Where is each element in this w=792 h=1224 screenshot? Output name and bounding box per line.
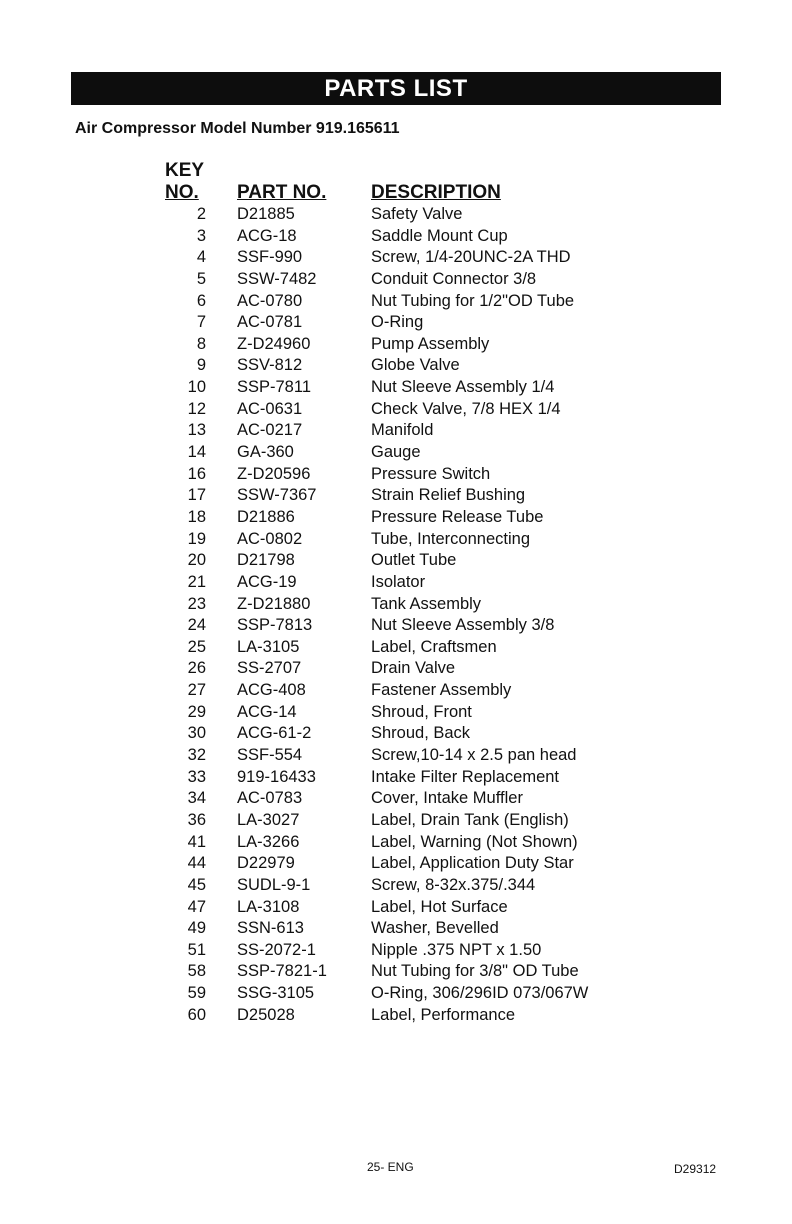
key-no-cell: 25 — [187, 637, 206, 656]
column-header-key-no: NO. — [165, 182, 199, 203]
key-no-cell: 21 — [187, 572, 206, 591]
key-no-cell: 6 — [196, 291, 206, 310]
table-row — [0, 810, 792, 832]
description-cell: Shroud, Back — [371, 724, 471, 743]
table-row — [0, 291, 792, 313]
description-cell: Label, Application Duty Star — [371, 854, 574, 873]
key-no-cell: 26 — [187, 659, 206, 678]
table-row — [0, 702, 792, 724]
table-row — [0, 680, 792, 702]
part-no-cell: LA-3266 — [237, 832, 300, 851]
key-no-cell: 24 — [187, 616, 206, 635]
part-no-cell: AC-0802 — [237, 529, 303, 548]
description-cell: Nut Tubing for 1/2"OD Tube — [371, 291, 575, 310]
part-no-cell: D21886 — [237, 507, 295, 526]
description-cell: Pressure Release Tube — [371, 507, 544, 526]
key-no-cell: 5 — [196, 269, 206, 288]
part-no-cell: ACG-19 — [237, 572, 297, 591]
key-no-cell: 23 — [187, 594, 206, 613]
key-no-cell: 4 — [196, 248, 206, 267]
key-no-cell: 12 — [187, 399, 206, 418]
key-no-cell: 41 — [187, 832, 206, 851]
description-cell: Label, Craftsmen — [371, 637, 497, 656]
key-no-cell: 29 — [187, 702, 206, 721]
key-no-cell: 33 — [187, 767, 206, 786]
table-row — [0, 226, 792, 248]
part-no-cell: SSV-812 — [237, 356, 303, 375]
part-no-cell: 919-16433 — [237, 767, 316, 786]
column-header-description: DESCRIPTION — [371, 182, 501, 203]
key-no-cell: 17 — [187, 486, 206, 505]
table-row — [0, 658, 792, 680]
table-row — [0, 269, 792, 291]
description-cell: O-Ring — [371, 313, 424, 332]
description-cell: Screw, 8-32x.375/.344 — [371, 875, 536, 894]
part-no-cell: ACG-408 — [237, 681, 306, 700]
table-row — [0, 637, 792, 659]
description-cell: Saddle Mount Cup — [371, 226, 508, 245]
part-no-cell: SSF-554 — [237, 746, 303, 765]
description-cell: Drain Valve — [371, 659, 456, 678]
page-number: 25- ENG — [367, 1160, 414, 1174]
table-row — [0, 594, 792, 616]
table-row — [0, 897, 792, 919]
description-cell: Label, Drain Tank (English) — [371, 810, 569, 829]
description-cell: Label, Warning (Not Shown) — [371, 832, 578, 851]
key-no-cell: 16 — [187, 464, 206, 483]
table-row — [0, 918, 792, 940]
key-no-cell: 14 — [187, 443, 206, 462]
table-row — [0, 312, 792, 334]
part-no-cell: D21885 — [237, 205, 295, 223]
table-row — [0, 464, 792, 486]
table-row — [0, 550, 792, 572]
part-no-cell: GA-360 — [237, 443, 294, 462]
table-row — [0, 875, 792, 897]
column-header-key: KEY — [165, 160, 205, 181]
key-no-cell: 58 — [187, 962, 206, 981]
part-no-cell: SUDL-9-1 — [237, 875, 311, 894]
description-cell: Washer, Bevelled — [371, 919, 499, 938]
table-row — [0, 572, 792, 594]
part-no-cell: AC-0217 — [237, 421, 303, 440]
key-no-cell: 34 — [187, 789, 206, 808]
part-no-cell: Z-D21880 — [237, 594, 311, 613]
parts-table — [0, 204, 792, 1026]
table-row — [0, 615, 792, 637]
key-no-cell: 2 — [196, 205, 206, 223]
key-no-cell: 59 — [187, 984, 206, 1003]
document-code: D29312 — [674, 1162, 717, 1176]
table-row — [0, 507, 792, 529]
description-cell: Outlet Tube — [371, 551, 457, 570]
part-no-cell: ACG-61-2 — [237, 724, 312, 743]
part-no-cell: AC-0783 — [237, 789, 303, 808]
key-no-cell: 30 — [187, 724, 206, 743]
key-no-cell: 18 — [187, 507, 206, 526]
part-no-cell: SSP-7811 — [237, 378, 311, 397]
part-no-cell: Z-D24960 — [237, 334, 311, 353]
part-no-cell: SS-2072-1 — [237, 940, 316, 959]
key-no-cell: 44 — [187, 854, 206, 873]
key-no-cell: 20 — [187, 551, 206, 570]
table-row — [0, 1005, 792, 1027]
table-row — [0, 334, 792, 356]
description-cell: Pressure Switch — [371, 464, 491, 483]
part-no-cell: Z-D20596 — [237, 464, 311, 483]
part-no-cell: AC-0631 — [237, 399, 303, 418]
key-no-cell: 49 — [187, 919, 206, 938]
description-cell: Fastener Assembly — [371, 681, 512, 700]
description-cell: Tank Assembly — [371, 594, 482, 613]
key-no-cell: 8 — [196, 334, 206, 353]
description-cell: Tube, Interconnecting — [371, 529, 530, 548]
column-header-part-no: PART NO. — [237, 182, 327, 203]
table-row — [0, 767, 792, 789]
part-no-cell: SSP-7821-1 — [237, 962, 327, 981]
table-row — [0, 442, 792, 464]
key-no-cell: 51 — [187, 940, 206, 959]
table-row — [0, 832, 792, 854]
key-no-cell: 32 — [187, 746, 206, 765]
table-row — [0, 723, 792, 745]
table-row — [0, 485, 792, 507]
part-no-cell: ACG-18 — [237, 226, 297, 245]
table-row — [0, 853, 792, 875]
table-row — [0, 377, 792, 399]
table-row — [0, 420, 792, 442]
page-title: PARTS LIST — [324, 75, 468, 102]
description-cell: Nut Tubing for 3/8" OD Tube — [371, 962, 579, 981]
part-no-cell: D21798 — [237, 551, 295, 570]
table-row — [0, 961, 792, 983]
key-no-cell: 7 — [196, 313, 206, 332]
part-no-cell: SSN-613 — [237, 919, 304, 938]
model-number-heading: Air Compressor Model Number 919.165611 — [75, 120, 400, 137]
description-cell: Screw, 1/4-20UNC-2A THD — [371, 248, 571, 267]
description-cell: Isolator — [371, 572, 426, 591]
part-no-cell: LA-3105 — [237, 637, 300, 656]
part-no-cell: LA-3108 — [237, 897, 300, 916]
description-cell: Nut Sleeve Assembly 1/4 — [371, 378, 555, 397]
part-no-cell: D25028 — [237, 1005, 295, 1024]
key-no-cell: 3 — [196, 226, 206, 245]
part-no-cell: SSW-7367 — [237, 486, 317, 505]
key-no-cell: 36 — [187, 810, 206, 829]
part-no-cell: AC-0780 — [237, 291, 303, 310]
description-cell: Nut Sleeve Assembly 3/8 — [371, 616, 555, 635]
key-no-cell: 10 — [187, 378, 206, 397]
part-no-cell: SSF-990 — [237, 248, 303, 267]
parts-list-banner — [71, 72, 721, 105]
description-cell: Gauge — [371, 443, 421, 462]
description-cell: Check Valve, 7/8 HEX 1/4 — [371, 399, 561, 418]
part-no-cell: AC-0781 — [237, 313, 303, 332]
description-cell: Intake Filter Replacement — [371, 767, 560, 786]
description-cell: Strain Relief Bushing — [371, 486, 526, 505]
description-cell: Screw,10-14 x 2.5 pan head — [371, 746, 577, 765]
part-no-cell: LA-3027 — [237, 810, 300, 829]
description-cell: Manifold — [371, 421, 434, 440]
description-cell: Conduit Connector 3/8 — [371, 269, 537, 288]
table-row — [0, 204, 792, 226]
part-no-cell: SSP-7813 — [237, 616, 313, 635]
description-cell: Label, Performance — [371, 1005, 515, 1024]
description-cell: Cover, Intake Muffler — [371, 789, 523, 808]
key-no-cell: 47 — [187, 897, 206, 916]
key-no-cell: 45 — [187, 875, 206, 894]
table-row — [0, 788, 792, 810]
table-row — [0, 529, 792, 551]
table-row — [0, 247, 792, 269]
part-no-cell: SSG-3105 — [237, 984, 315, 1003]
key-no-cell: 19 — [187, 529, 206, 548]
description-cell: Safety Valve — [371, 205, 463, 223]
table-row — [0, 399, 792, 421]
description-cell: Globe Valve — [371, 356, 460, 375]
key-no-cell: 9 — [196, 356, 206, 375]
table-row — [0, 983, 792, 1005]
description-cell: Nipple .375 NPT x 1.50 — [371, 940, 542, 959]
key-no-cell: 27 — [187, 681, 206, 700]
table-row — [0, 745, 792, 767]
description-cell: Shroud, Front — [371, 702, 472, 721]
description-cell: O-Ring, 306/296ID 073/067W — [371, 984, 589, 1003]
part-no-cell: SSW-7482 — [237, 269, 317, 288]
table-row — [0, 940, 792, 962]
key-no-cell: 60 — [187, 1005, 206, 1024]
description-cell: Label, Hot Surface — [371, 897, 508, 916]
part-no-cell: D22979 — [237, 854, 295, 873]
table-row — [0, 355, 792, 377]
part-no-cell: ACG-14 — [237, 702, 297, 721]
description-cell: Pump Assembly — [371, 334, 490, 353]
key-no-cell: 13 — [187, 421, 206, 440]
part-no-cell: SS-2707 — [237, 659, 302, 678]
